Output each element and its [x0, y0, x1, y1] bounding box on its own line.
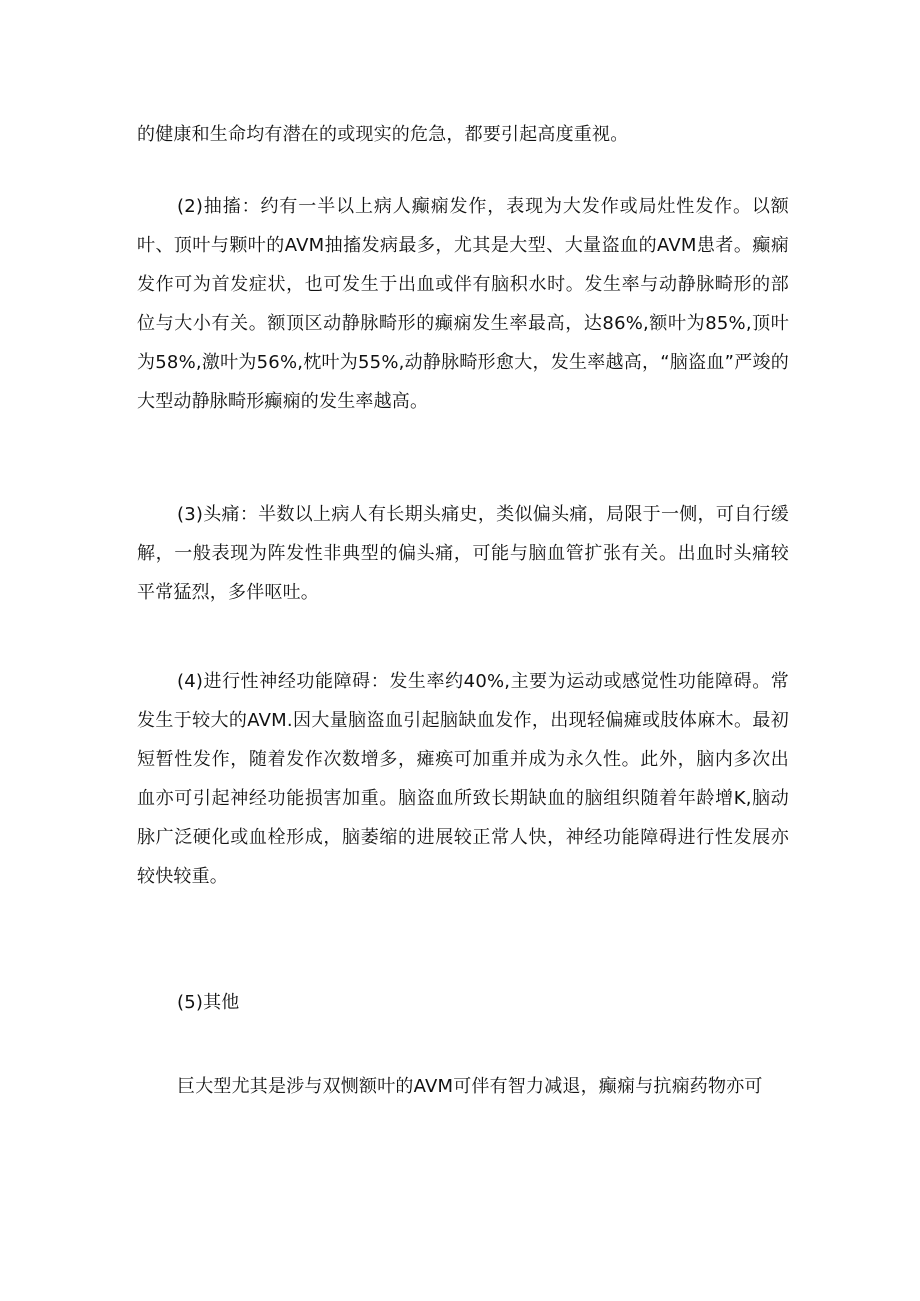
paragraph-seizures: (2)抽搐：约有一半以上病人癫痫发作，表现为大发作或局灶性发作。以额叶、顶叶与颗叶的AVM抽搐发病最多，尤其是大型、大量盗血的AVM患者。癫痫发作可为首发症状，也可发生于出血或伴有脑积水时。发生率与动静脉畸形的部位与大小有关。额顶区动静脉畸形的癫痫发生率最高，达86%,额叶为85%,顶叶为58%,激叶为56%,枕叶为55%,动静脉畸形愈大，发生率越高，“脑盗血”严竣的大型动静脉畸形癫痫的发生率越高。: [137, 196, 789, 412]
paragraph-other-body: 巨大型尤其是涉与双恻额叶的AVM可伴有智力减退，癫痫与抗痫药物亦可: [177, 1076, 763, 1097]
paragraph-continuation: 的健康和生命均有潜在的或现实的危急，都要引起高度重视。: [137, 124, 629, 145]
paragraph-neuro-deficit: (4)进行性神经功能障碍：发生率约40%,主要为运动或感觉性功能障碍。常发生于较大的AVM.因大量脑盗血引起脑缺血发作，出现轻偏瘫或肢体麻木。最初短暂性发作，随着发作次数增多，瘫痪可加重并成为永久性。此外，脑内多次出血亦可引起神经功能损害加重。脑盗血所致长期缺血的脑组织随着年龄增K,脑动脉广泛硬化或血栓形成，脑萎缩的进展较正常人快，神经功能障碍进行性发展亦较快较重。: [137, 671, 789, 887]
paragraph-headache: (3)头痛：半数以上病人有长期头痛史，类似偏头痛，局限于一侧，可自行缓解，一般表现为阵发性非典型的偏头痛，可能与脑血管扩张有关。出血时头痛较平常猛烈，多伴呕吐。: [137, 504, 789, 603]
paragraph-other-heading: (5)其他: [177, 992, 240, 1013]
